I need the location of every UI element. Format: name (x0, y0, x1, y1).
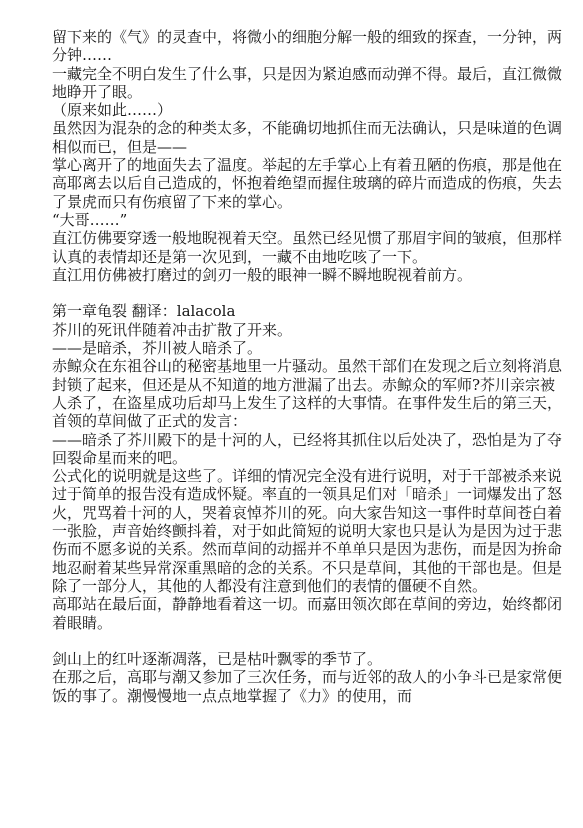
paragraph: 直江仿佛要穿透一般地睨视着天空。虽然已经见惯了那眉宇间的皱痕，但那样认真的表情却还是第一次见到，一藏不由地吃咳了一下。 (52, 229, 563, 266)
paragraph: 剑山上的红叶逐渐凋落，已是枯叶飘零的季节了。 (52, 650, 383, 669)
chapter-heading: 第一章龟裂 翻译：lalacola (52, 302, 236, 321)
paragraph: 掌心离开了的地面失去了温度。举起的左手掌心上有着丑陋的伤痕，那是他在高耶离去以后自己造成的，怀抱着绝望而握住玻璃的碎片而造成的伤痕，失去了景虎而只有伤痕留了下来的掌心。 (52, 156, 563, 211)
paragraph: 虽然因为混杂的念的种类太多，不能确切地抓住而无法确认，只是味道的色调相似而已，但是—— (52, 119, 563, 156)
paragraph: “大哥……” (52, 210, 128, 229)
paragraph: 公式化的说明就是这些了。详细的情况完全没有进行说明，对于干部被杀来说过于简单的报告没有造成怀疑。率直的一领具足们对「暗杀」一词爆发出了怒火，咒骂着十河的人，哭着哀悼芥川的死。向大家告知这一事件时草间苍白着一张脸，声音始终颤抖着，对于如此简短的说明大家也只是认为是因为过于悲伤而不愿多说的关系。然而草间的动摇并不单单只是因为悲伤，而是因为拚命地忍耐着某些异常深重黑暗的念的关系。不只是草间，其他的干部也是。但是除了一部分人，其他的人都没有注意到他们的表情的僵硬不自然。 (52, 467, 563, 595)
paragraph: 高耶站在最后面，静静地看着这一切。而嘉田领次郎在草间的旁边，始终都闭着眼睛。 (52, 595, 563, 632)
paragraph: 赤鲸众在东祖谷山的秘密基地里一片骚动。虽然干部们在发现之后立刻将消息封锁了起来，但还是从不知道的地方泄漏了出去。赤鲸众的军师?芥川亲宗被人杀了，在盗星成功后却马上发生了这样的大事情。在事件发生后的第三天，首领的草间做了正式的发言： (52, 357, 563, 431)
paragraph: （原来如此……） (52, 101, 173, 120)
paragraph: 在那之后，高耶与潮又参加了三次任务，而与近邻的敌人的小争斗已是家常便饭的事了。潮慢慢地一点点地掌握了《力》的使用，而 (52, 668, 563, 705)
paragraph: 留下来的《气》的灵查中，将微小的细胞分解一般的细致的探查，一分钟，两分钟…… (52, 28, 563, 65)
paragraph: ——暗杀了芥川殿下的是十河的人，已经将其抓住以后处决了，恐怕是为了夺回裂命星而来的吧。 (52, 430, 563, 467)
paragraph: 芥川的死讯伴随着冲击扩散了开来。 (52, 320, 293, 339)
document-page (52, 28, 567, 705)
paragraph-gap (52, 284, 567, 302)
paragraph: 一藏完全不明白发生了什么事，只是因为紧迫感而动弹不得。最后，直江微微地睁开了眼。 (52, 64, 563, 101)
paragraph: ——是暗杀，芥川被人暗杀了。 (52, 339, 263, 358)
paragraph: 直江用仿佛被打磨过的剑刃一般的眼神一瞬不瞬地睨视着前方。 (52, 265, 473, 284)
paragraph-gap (52, 632, 567, 650)
